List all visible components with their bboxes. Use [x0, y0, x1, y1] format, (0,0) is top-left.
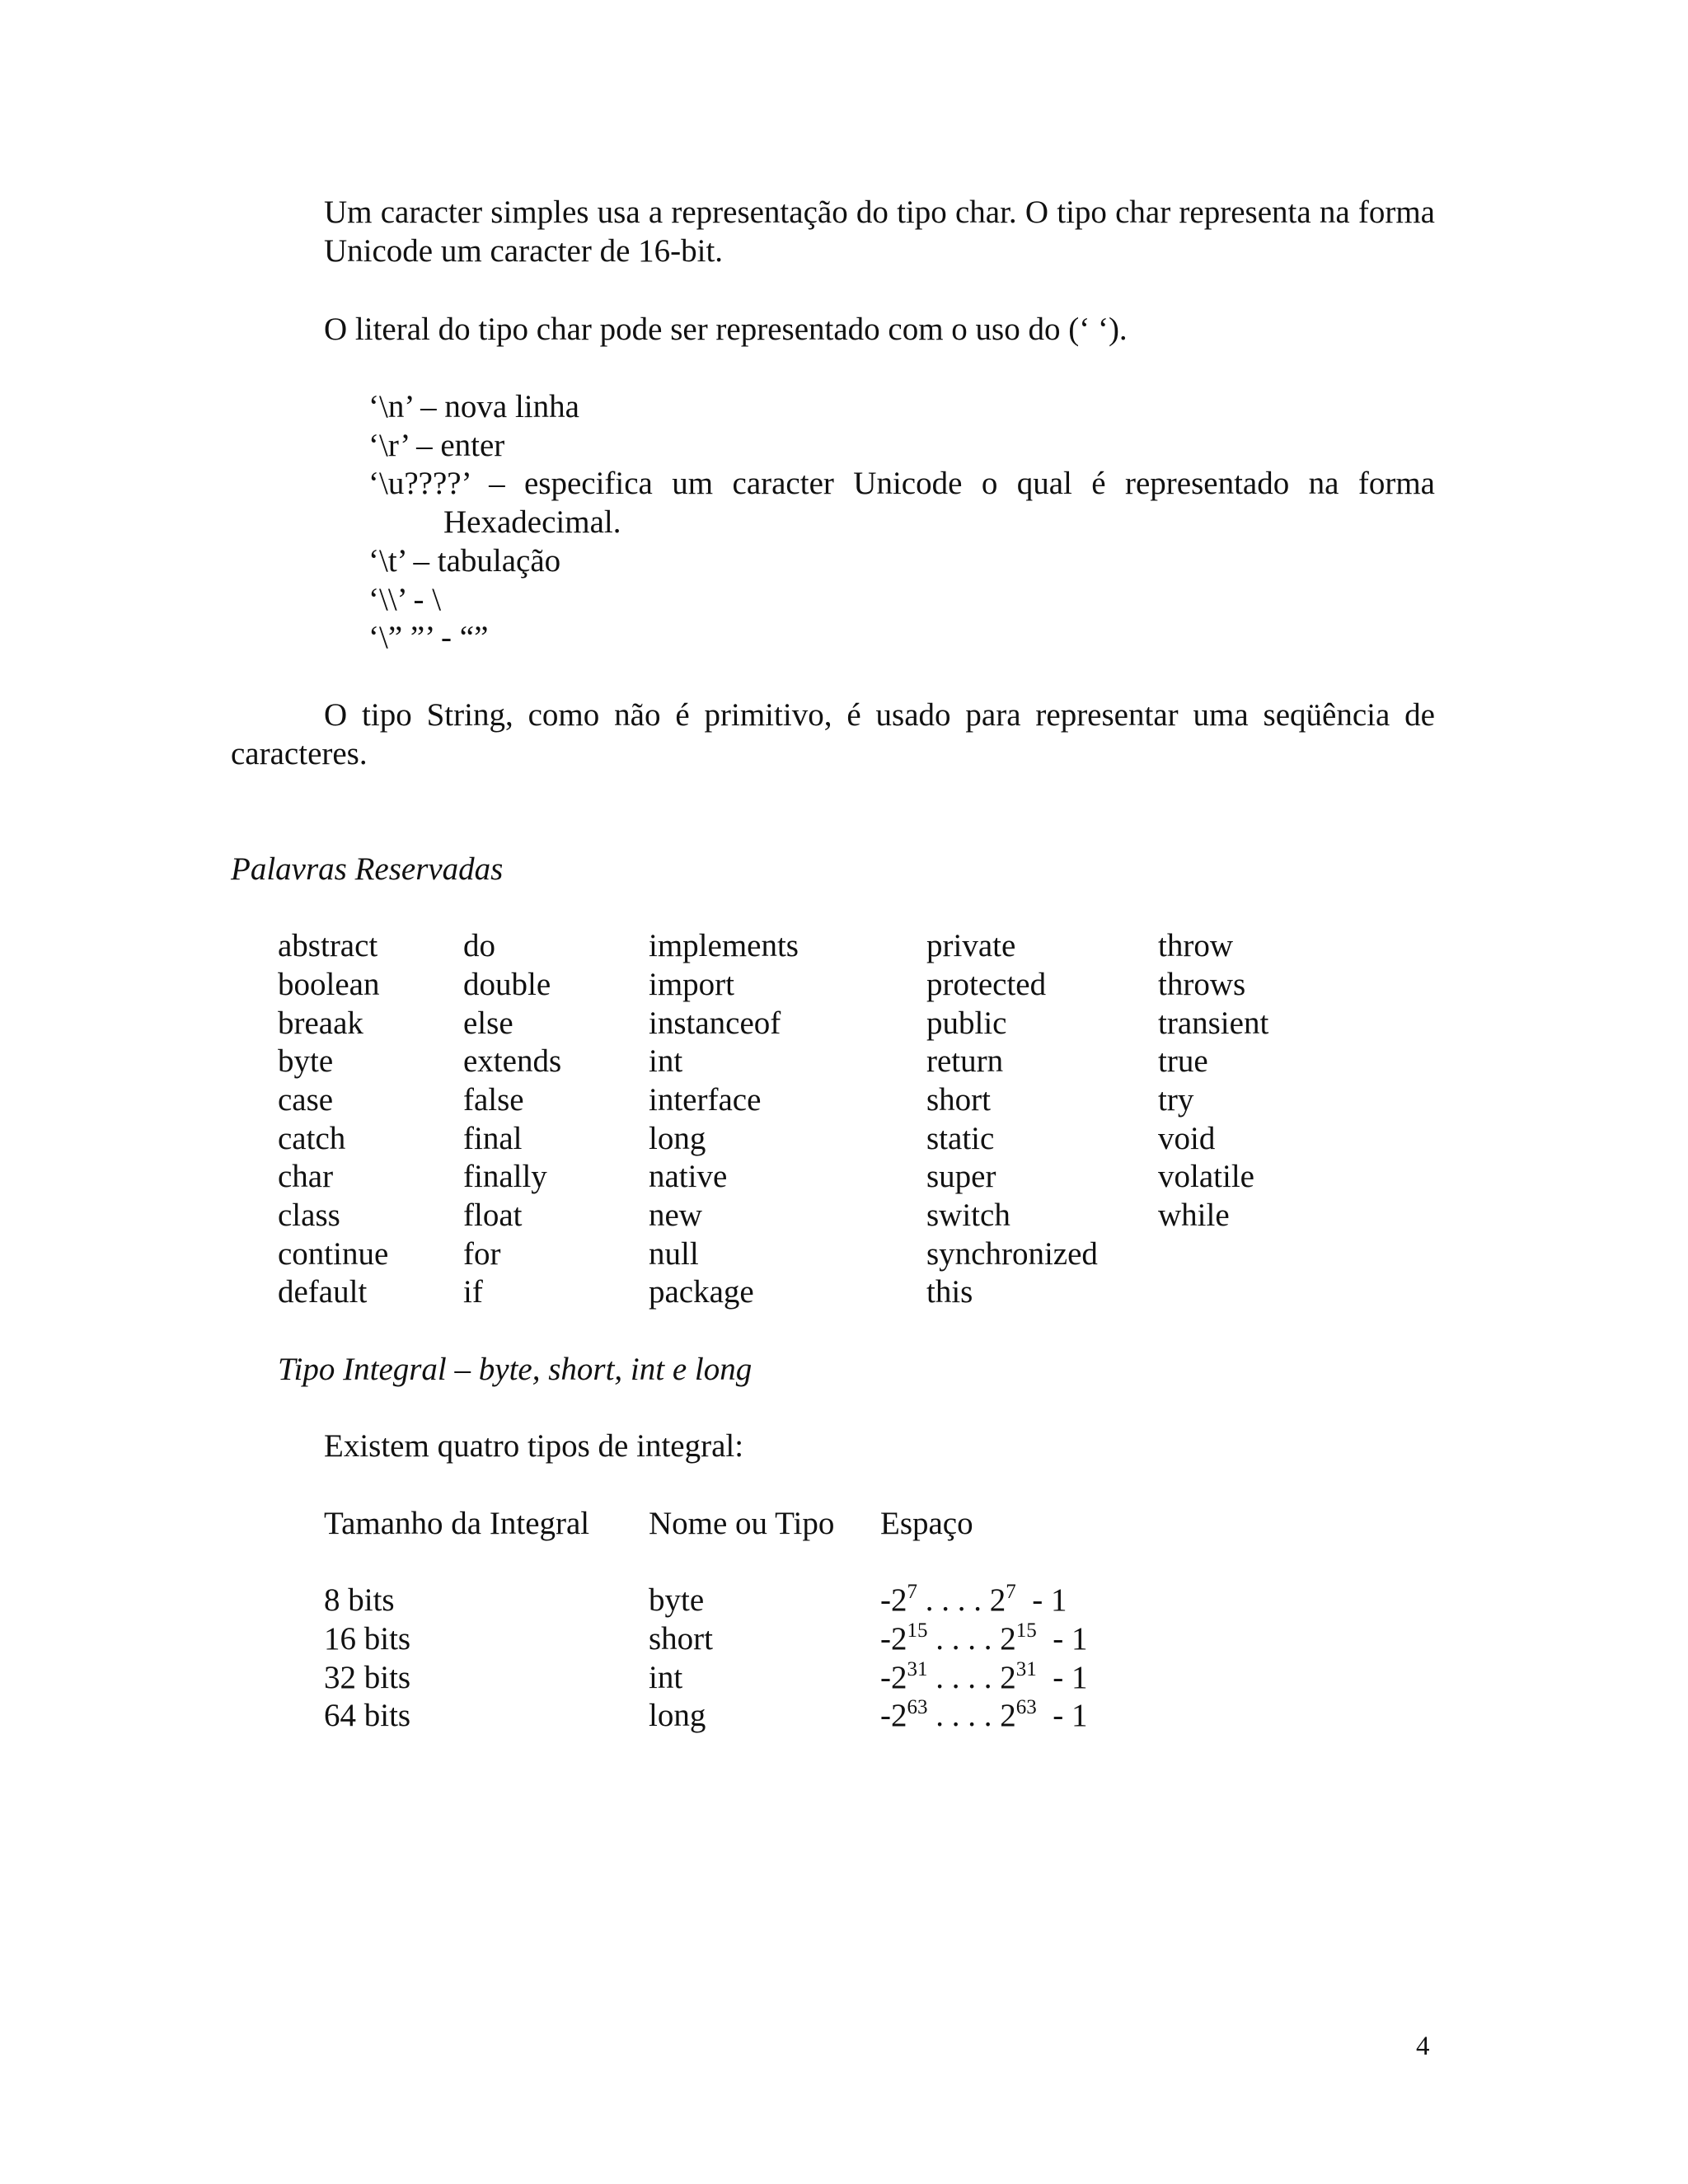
escape-tab: ‘\t’ – tabulação: [368, 543, 561, 579]
intro-paragraph-2: O literal do tipo char pode ser representado com o uso do (‘ ‘).: [324, 312, 1128, 347]
keyword: short: [926, 1082, 991, 1118]
keyword: false: [463, 1082, 524, 1118]
keyword: interface: [649, 1082, 762, 1118]
keyword: true: [1158, 1043, 1208, 1079]
keyword: public: [926, 1005, 1007, 1041]
table-cell-name: short: [649, 1621, 713, 1657]
table-cell-range: $-2^{31}$ . . . . $2^{31} - 1$: [880, 1658, 1088, 1695]
keyword: final: [463, 1121, 523, 1156]
table-cell-size: 8 bits: [324, 1582, 395, 1618]
reserved-words-heading: Palavras Reservadas: [231, 851, 504, 887]
column-header-range: Espaço: [880, 1506, 973, 1541]
keyword: finally: [463, 1159, 547, 1194]
keyword: switch: [926, 1197, 1010, 1233]
keyword: char: [278, 1159, 334, 1194]
keyword: return: [926, 1043, 1004, 1079]
escape-quote: ‘\” ”’ - “”: [368, 620, 489, 655]
keyword: null: [649, 1236, 699, 1272]
keyword: catch: [278, 1121, 346, 1156]
keyword: abstract: [278, 928, 378, 963]
keyword: instanceof: [649, 1005, 781, 1041]
keyword: int: [649, 1043, 683, 1079]
table-cell-name: int: [649, 1660, 683, 1695]
escape-unicode-line2: Hexadecimal.: [443, 504, 621, 540]
column-header-name: Nome ou Tipo: [649, 1506, 835, 1541]
keyword: continue: [278, 1236, 389, 1272]
table-cell-size: 64 bits: [324, 1698, 411, 1733]
keyword: throws: [1158, 967, 1246, 1002]
keyword: byte: [278, 1043, 334, 1079]
integral-intro: Existem quatro tipos de integral:: [324, 1428, 744, 1464]
page-number: 4: [1416, 2032, 1430, 2061]
string-paragraph: O tipo String, como não é primitivo, é usado para representar uma seqüência de caracteres.: [231, 697, 1435, 771]
keyword: void: [1158, 1121, 1216, 1156]
keyword: else: [463, 1005, 513, 1041]
keyword: super: [926, 1159, 996, 1194]
keyword: transient: [1158, 1005, 1269, 1041]
keyword: this: [926, 1274, 973, 1310]
keyword: try: [1158, 1082, 1194, 1118]
escape-unicode-line1: ‘\u????’ – especifica um caracter Unicode o qual é representado na forma: [368, 466, 1435, 501]
table-cell-range: $-2^{63}$ . . . . $2^{63} - 1$: [880, 1696, 1088, 1733]
keyword: breaak: [278, 1005, 363, 1041]
keyword: import: [649, 967, 734, 1002]
table-cell-size: 32 bits: [324, 1660, 411, 1695]
keyword: if: [463, 1274, 483, 1310]
keyword: static: [926, 1121, 995, 1156]
intro-paragraph-1: Um caracter simples usa a representação do tipo char. O tipo char representa na forma Unicode um caracter de 16-bit.: [324, 194, 1435, 269]
keyword: long: [649, 1121, 706, 1156]
keyword: boolean: [278, 967, 380, 1002]
keyword: float: [463, 1197, 523, 1233]
keyword: synchronized: [926, 1236, 1098, 1272]
keyword: double: [463, 967, 551, 1002]
keyword: private: [926, 928, 1016, 963]
keyword: extends: [463, 1043, 562, 1079]
keyword: class: [278, 1197, 340, 1233]
keyword: package: [649, 1274, 754, 1310]
escape-backslash: ‘\\’ - \: [368, 582, 442, 617]
integral-heading: Tipo Integral – byte, short, int e long: [278, 1352, 753, 1387]
keyword: while: [1158, 1197, 1230, 1233]
escape-enter: ‘\r’ – enter: [368, 428, 505, 463]
keyword: do: [463, 928, 495, 963]
keyword: throw: [1158, 928, 1233, 963]
table-cell-size: 16 bits: [324, 1621, 411, 1657]
keyword: native: [649, 1159, 728, 1194]
keyword: case: [278, 1082, 334, 1118]
keyword: default: [278, 1274, 368, 1310]
escape-newline: ‘\n’ – nova linha: [368, 389, 579, 424]
table-cell-range: $-2^{15}$ . . . . $2^{15} - 1$: [880, 1619, 1088, 1657]
column-header-size: Tamanho da Integral: [324, 1506, 590, 1541]
table-cell-name: byte: [649, 1582, 705, 1618]
keyword: new: [649, 1197, 702, 1233]
table-cell-name: long: [649, 1698, 706, 1733]
table-cell-range: $-2^7$ . . . . $2^7 - 1$: [880, 1581, 1067, 1618]
keyword: volatile: [1158, 1159, 1254, 1194]
keyword: for: [463, 1236, 501, 1272]
keyword: implements: [649, 928, 799, 963]
keyword: protected: [926, 967, 1047, 1002]
